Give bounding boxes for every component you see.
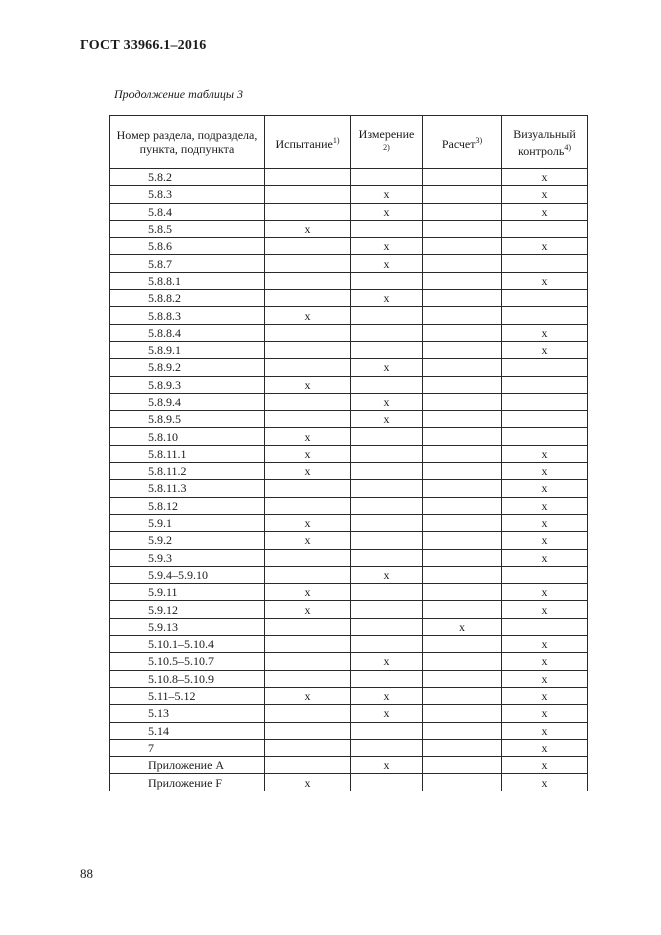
section-number-cell: 5.9.13 [110,618,265,635]
section-number-cell: 5.9.1 [110,514,265,531]
test-cell [265,705,351,722]
table-row [110,220,588,237]
visual-inspection-cell [502,290,588,307]
measurement-cell: x [351,687,423,704]
footnote-marker: 3) [475,135,483,145]
measurement-cell [351,670,423,687]
test-cell [265,341,351,358]
section-number-cell: 5.10.1–5.10.4 [110,636,265,653]
measurement-cell [351,341,423,358]
calculation-cell [423,739,502,756]
section-number-cell: Приложение F [110,774,265,791]
test-cell [265,653,351,670]
test-cell: x [265,376,351,393]
visual-inspection-cell [502,359,588,376]
visual-inspection-cell: x [502,549,588,566]
test-cell [265,359,351,376]
section-number-cell: 5.14 [110,722,265,739]
section-number-cell: 5.8.7 [110,255,265,272]
column-header-visual-inspection [502,116,588,169]
footnote-marker: 1) [332,135,340,145]
requirements-table [109,115,588,791]
section-number-cell: 5.8.2 [110,169,265,186]
table-row [110,584,588,601]
calculation-cell [423,566,502,583]
calculation-cell [423,376,502,393]
visual-inspection-cell: x [502,532,588,549]
test-cell: x [265,307,351,324]
section-number-cell: 5.8.11.1 [110,445,265,462]
visual-inspection-cell: x [502,272,588,289]
section-number-cell: 5.9.2 [110,532,265,549]
calculation-cell [423,186,502,203]
section-number-cell: 5.8.11.2 [110,463,265,480]
table-row [110,739,588,756]
measurement-cell: x [351,238,423,255]
footnote-marker: 2) [383,142,390,152]
section-number-cell: 5.8.5 [110,220,265,237]
section-number-cell: Приложение А [110,757,265,774]
measurement-cell [351,272,423,289]
visual-inspection-cell: x [502,480,588,497]
calculation-cell [423,514,502,531]
table-row [110,255,588,272]
table-row [110,290,588,307]
table-row [110,445,588,462]
calculation-cell [423,307,502,324]
visual-inspection-cell: x [502,705,588,722]
visual-inspection-cell: x [502,169,588,186]
column-label: Номер раздела, подраздела, пункта, подпункта [116,128,258,156]
test-cell [265,324,351,341]
calculation-cell [423,411,502,428]
visual-inspection-cell [502,255,588,272]
test-cell [265,549,351,566]
visual-inspection-cell [502,428,588,445]
test-cell [265,169,351,186]
table-row [110,428,588,445]
section-number-cell: 5.8.9.5 [110,411,265,428]
test-cell: x [265,445,351,462]
table-row [110,566,588,583]
calculation-cell [423,341,502,358]
column-header-measurement [351,116,423,169]
section-number-cell: 5.8.3 [110,186,265,203]
test-cell: x [265,584,351,601]
section-number-cell: 5.8.9.1 [110,341,265,358]
calculation-cell [423,497,502,514]
page-number: 88 [80,866,93,881]
section-number-cell: 7 [110,739,265,756]
calculation-cell [423,636,502,653]
calculation-cell [423,757,502,774]
table-row [110,186,588,203]
table-row [110,359,588,376]
measurement-cell [351,722,423,739]
measurement-cell [351,220,423,237]
test-cell: x [265,774,351,791]
table-row [110,307,588,324]
column-label: Визуальный контроль [513,126,576,158]
section-number-cell: 5.13 [110,705,265,722]
measurement-cell [351,428,423,445]
measurement-cell [351,324,423,341]
table-row [110,670,588,687]
visual-inspection-cell [502,307,588,324]
test-cell: x [265,463,351,480]
measurement-cell [351,549,423,566]
test-cell [265,618,351,635]
visual-inspection-cell: x [502,445,588,462]
section-number-cell: 5.8.11.3 [110,480,265,497]
section-number-cell: 5.9.12 [110,601,265,618]
calculation-cell [423,428,502,445]
visual-inspection-cell: x [502,601,588,618]
visual-inspection-cell: x [502,341,588,358]
test-cell [265,566,351,583]
visual-inspection-cell: x [502,687,588,704]
calculation-cell [423,445,502,462]
measurement-cell [351,636,423,653]
table-row [110,757,588,774]
calculation-cell [423,463,502,480]
section-number-cell: 5.10.8–5.10.9 [110,670,265,687]
test-cell [265,238,351,255]
measurement-cell [351,169,423,186]
calculation-cell [423,774,502,791]
table-row [110,272,588,289]
column-header-test [265,116,351,169]
calculation-cell [423,359,502,376]
measurement-cell [351,739,423,756]
table-row [110,463,588,480]
section-number-cell: 5.8.8.1 [110,272,265,289]
measurement-cell [351,514,423,531]
calculation-cell: x [423,618,502,635]
measurement-cell: x [351,393,423,410]
measurement-cell: x [351,411,423,428]
calculation-cell [423,255,502,272]
visual-inspection-cell: x [502,739,588,756]
table-caption: Продолжение таблицы 3 [114,87,244,101]
visual-inspection-cell: x [502,514,588,531]
test-cell [265,739,351,756]
section-number-cell: 5.9.3 [110,549,265,566]
section-number-cell: 5.8.9.4 [110,393,265,410]
measurement-cell: x [351,255,423,272]
test-cell: x [265,687,351,704]
measurement-cell [351,480,423,497]
test-cell [265,480,351,497]
calculation-cell [423,393,502,410]
column-header-section [110,116,265,169]
visual-inspection-cell: x [502,463,588,480]
calculation-cell [423,480,502,497]
table-row [110,722,588,739]
visual-inspection-cell [502,393,588,410]
table-row [110,774,588,791]
visual-inspection-cell: x [502,584,588,601]
table-row [110,549,588,566]
table-row [110,411,588,428]
table-row [110,203,588,220]
table-row [110,497,588,514]
table-row [110,705,588,722]
table-row [110,324,588,341]
calculation-cell [423,584,502,601]
section-number-cell: 5.8.9.3 [110,376,265,393]
measurement-cell [351,445,423,462]
table-row [110,341,588,358]
visual-inspection-cell: x [502,757,588,774]
test-cell [265,203,351,220]
test-cell: x [265,428,351,445]
table-container [109,115,587,791]
test-cell: x [265,514,351,531]
measurement-cell [351,584,423,601]
section-number-cell: 5.8.8.2 [110,290,265,307]
visual-inspection-cell: x [502,497,588,514]
visual-inspection-cell: x [502,203,588,220]
calculation-cell [423,601,502,618]
calculation-cell [423,220,502,237]
test-cell: x [265,532,351,549]
test-cell [265,290,351,307]
visual-inspection-cell [502,220,588,237]
test-cell [265,272,351,289]
calculation-cell [423,290,502,307]
measurement-cell: x [351,203,423,220]
test-cell [265,497,351,514]
visual-inspection-cell [502,411,588,428]
table-row [110,480,588,497]
section-number-cell: 5.8.10 [110,428,265,445]
test-cell: x [265,220,351,237]
test-cell [265,670,351,687]
table-header-row [110,116,588,169]
visual-inspection-cell: x [502,653,588,670]
document-code: ГОСТ 33966.1–2016 [80,38,207,53]
table-row [110,687,588,704]
test-cell [265,722,351,739]
section-number-cell: 5.11–5.12 [110,687,265,704]
calculation-cell [423,169,502,186]
calculation-cell [423,653,502,670]
calculation-cell [423,203,502,220]
measurement-cell: x [351,705,423,722]
table-row [110,601,588,618]
visual-inspection-cell [502,566,588,583]
column-label: Расчет [441,136,476,151]
table-row [110,169,588,186]
test-cell [265,255,351,272]
test-cell [265,636,351,653]
visual-inspection-cell: x [502,636,588,653]
section-number-cell: 5.8.6 [110,238,265,255]
visual-inspection-cell: x [502,186,588,203]
footnote-marker: 4) [564,142,571,152]
test-cell [265,757,351,774]
measurement-cell [351,601,423,618]
visual-inspection-cell: x [502,774,588,791]
test-cell [265,411,351,428]
test-cell: x [265,601,351,618]
calculation-cell [423,549,502,566]
section-number-cell: 5.8.12 [110,497,265,514]
calculation-cell [423,722,502,739]
measurement-cell: x [351,290,423,307]
measurement-cell: x [351,757,423,774]
measurement-cell: x [351,186,423,203]
calculation-cell [423,238,502,255]
test-cell [265,186,351,203]
measurement-cell [351,376,423,393]
table-row [110,618,588,635]
visual-inspection-cell: x [502,238,588,255]
calculation-cell [423,532,502,549]
table-row [110,376,588,393]
section-number-cell: 5.9.11 [110,584,265,601]
visual-inspection-cell [502,618,588,635]
section-number-cell: 5.8.8.3 [110,307,265,324]
measurement-cell [351,618,423,635]
measurement-cell: x [351,359,423,376]
table-row [110,636,588,653]
calculation-cell [423,705,502,722]
measurement-cell [351,532,423,549]
column-header-calculation [423,116,502,169]
visual-inspection-cell: x [502,324,588,341]
calculation-cell [423,687,502,704]
table-row [110,238,588,255]
calculation-cell [423,670,502,687]
measurement-cell [351,463,423,480]
table-row [110,653,588,670]
test-cell [265,393,351,410]
visual-inspection-cell: x [502,670,588,687]
visual-inspection-cell [502,376,588,393]
table-row [110,532,588,549]
section-number-cell: 5.10.5–5.10.7 [110,653,265,670]
visual-inspection-cell: x [502,722,588,739]
section-number-cell: 5.9.4–5.9.10 [110,566,265,583]
measurement-cell: x [351,653,423,670]
table-body [110,169,588,791]
measurement-cell [351,497,423,514]
measurement-cell: x [351,566,423,583]
measurement-cell [351,774,423,791]
calculation-cell [423,272,502,289]
measurement-cell [351,307,423,324]
table-row [110,393,588,410]
column-label: Измерение [358,126,415,141]
calculation-cell [423,324,502,341]
section-number-cell: 5.8.9.2 [110,359,265,376]
section-number-cell: 5.8.4 [110,203,265,220]
table-row [110,514,588,531]
column-label: Испытание [275,136,333,151]
section-number-cell: 5.8.8.4 [110,324,265,341]
